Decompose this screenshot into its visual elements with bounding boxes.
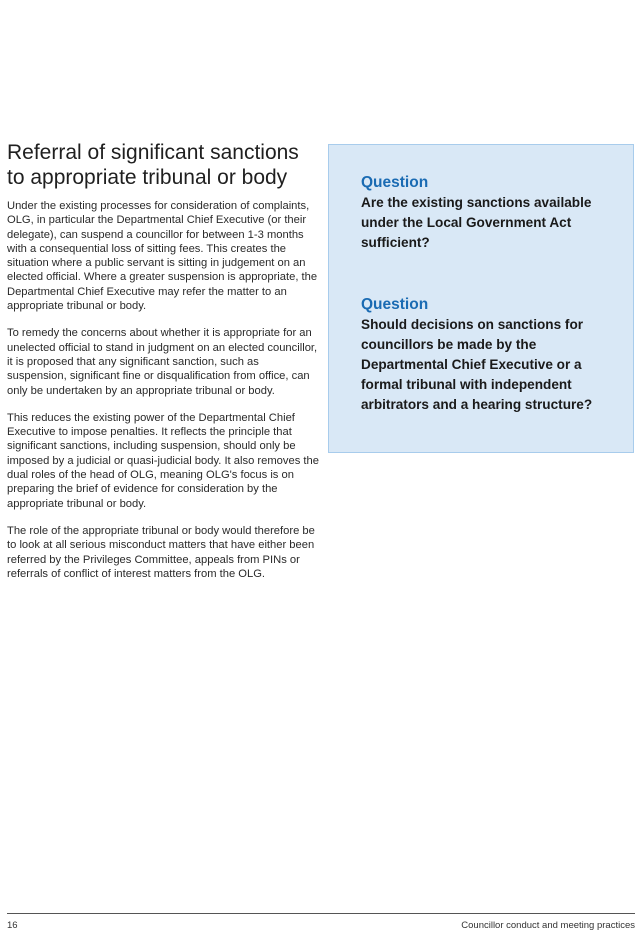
paragraph-tribunal-role: The role of the appropriate tribunal or body would therefore be to look at all serious misconduct matters that have either been referred by the Privileges Committee, appeals from PINs or referrals of conflict of interest matters from the OLG.	[7, 524, 315, 580]
question-block	[361, 295, 611, 415]
question-label: Question	[361, 296, 429, 313]
question-panel	[328, 144, 634, 453]
footer-divider	[7, 913, 635, 914]
footer-document-title: Councillor conduct and meeting practices	[461, 920, 635, 931]
question-label: Question	[361, 174, 429, 191]
section-heading: Referral of significant sanctions to appropriate tribunal or body	[7, 141, 299, 189]
question-block	[361, 173, 611, 253]
paragraph-existing-processes: Under the existing processes for consideration of complaints, OLG, in particular the Departmental Chief Executive (or their delegate), can suspend a councillor for between 1-3 months with a consequential loss of sitting fees. This creates the situation where a public servant is sitting in judgement on an elected official. Where a greater suspension is appropriate, the Departmental Chief Executive may refer the matter to an appropriate tribunal or body.	[7, 200, 318, 313]
main-content	[7, 140, 319, 594]
question-text: Should decisions on sanctions for councillors be made by the Departmental Chief Executive or a formal tribunal with independent arbitrators and a hearing structure?	[361, 317, 593, 412]
paragraph-reduces-power: This reduces the existing power of the Departmental Chief Executive to impose penalties. It reflects the principle that significant sanctions, including suspension, should only be imposed by a judicial or quasi-judicial body. It also removes the dual roles of the head of OLG, meaning OLG's focus is on preparing the brief of evidence for consideration by the appropriate tribunal or body.	[7, 411, 319, 510]
paragraph-remedy-concerns: To remedy the concerns about whether it is appropriate for an unelected official to stand in judgment on an elected councillor, it is proposed that any significant sanction, such as suspension, significant fine or disqualification from office, can only be undertaken by an appropriate tribunal or body.	[7, 327, 318, 397]
question-text: Are the existing sanctions available under the Local Government Act sufficient?	[361, 195, 592, 250]
page-number: 16	[7, 920, 18, 931]
